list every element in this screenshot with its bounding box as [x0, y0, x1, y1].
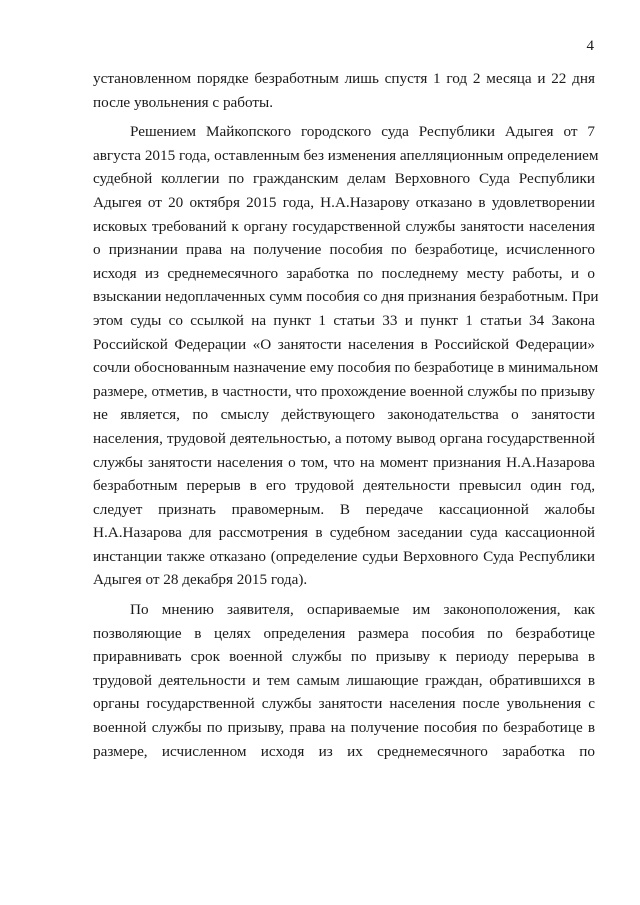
text-line: сочли обоснованным назначение ему пособия по безработице в минимальном [93, 359, 599, 377]
text-line: установленном порядке безработным лишь спустя 1 год 2 месяца и 22 дня [93, 70, 595, 87]
text-line: Решением Майкопского городского суда Республики Адыгея от 7 [130, 123, 595, 141]
text-line: трудовой деятельности и тем самым лишающие граждан, обратившихся в [93, 671, 595, 689]
text-line: после увольнения с работы. [93, 93, 274, 111]
text-line: Адыгея от 28 декабря 2015 года). [93, 571, 308, 589]
text-line: Адыгея от 20 октября 2015 года, Н.А.Назарову отказано в удовлетворении [93, 193, 595, 211]
document-body [93, 67, 599, 763]
paragraph-3 [93, 598, 595, 763]
text-line: военной службы по призыву, права на получение пособия по безработице в [93, 719, 595, 737]
text-line: инстанции также отказано (определение судьи Верховного Суда Республики [93, 547, 595, 565]
text-line: приравнивать срок военной службы по призыву к периоду перерыва в [93, 648, 595, 666]
text-line: позволяющие в целях определения размера пособия по безработице [93, 624, 595, 642]
paragraph-1 [93, 67, 595, 114]
text-line: о признании права на получение пособия по безработице, исчисленного [93, 241, 595, 259]
text-line: взыскании недоплаченных сумм пособия со дня признания безработным. При [93, 288, 599, 306]
text-line: размере, исчисленном исходя из их среднемесячного заработка по [93, 742, 595, 760]
page-number: 4 [586, 38, 594, 54]
text-line: исковых требований к органу государственной службы занятости населения [93, 217, 595, 235]
text-line: населения, трудовой деятельностью, а потому вывод органа государственной [93, 429, 595, 447]
text-line: не является, по смыслу действующего законодательства о занятости [93, 406, 595, 424]
text-line: августа 2015 года, оставленным без изменения апелляционным определением [93, 146, 599, 164]
text-line: Российской Федерации «О занятости населения в Российской Федерации» [93, 335, 595, 353]
text-line: По мнению заявителя, оспариваемые им законоположения, как [130, 601, 595, 619]
text-line: службы занятости населения о том, что на момент признания Н.А.Назарова [93, 453, 595, 471]
text-line: Н.А.Назарова для рассмотрения в судебном заседании суда кассационной [93, 524, 595, 542]
text-line: размере, отметив, в частности, что прохождение военной службы по призыву [93, 382, 595, 400]
text-line: безработным перерыв в его трудовой деятельности превысил один год, [93, 477, 595, 495]
text-line: следует признать правомерным. В передаче кассационной жалобы [93, 500, 595, 518]
text-line: органы государственной службы занятости населения после увольнения с [93, 695, 595, 713]
text-line: судебной коллегии по гражданским делам Верховного Суда Республики [93, 170, 595, 188]
text-line: исходя из среднемесячного заработка по последнему месту работы, и о [93, 264, 595, 282]
text-line: этом суды со ссылкой на пункт 1 статьи 33 и пункт 1 статьи 34 Закона [93, 311, 595, 329]
paragraph-2 [93, 120, 599, 592]
